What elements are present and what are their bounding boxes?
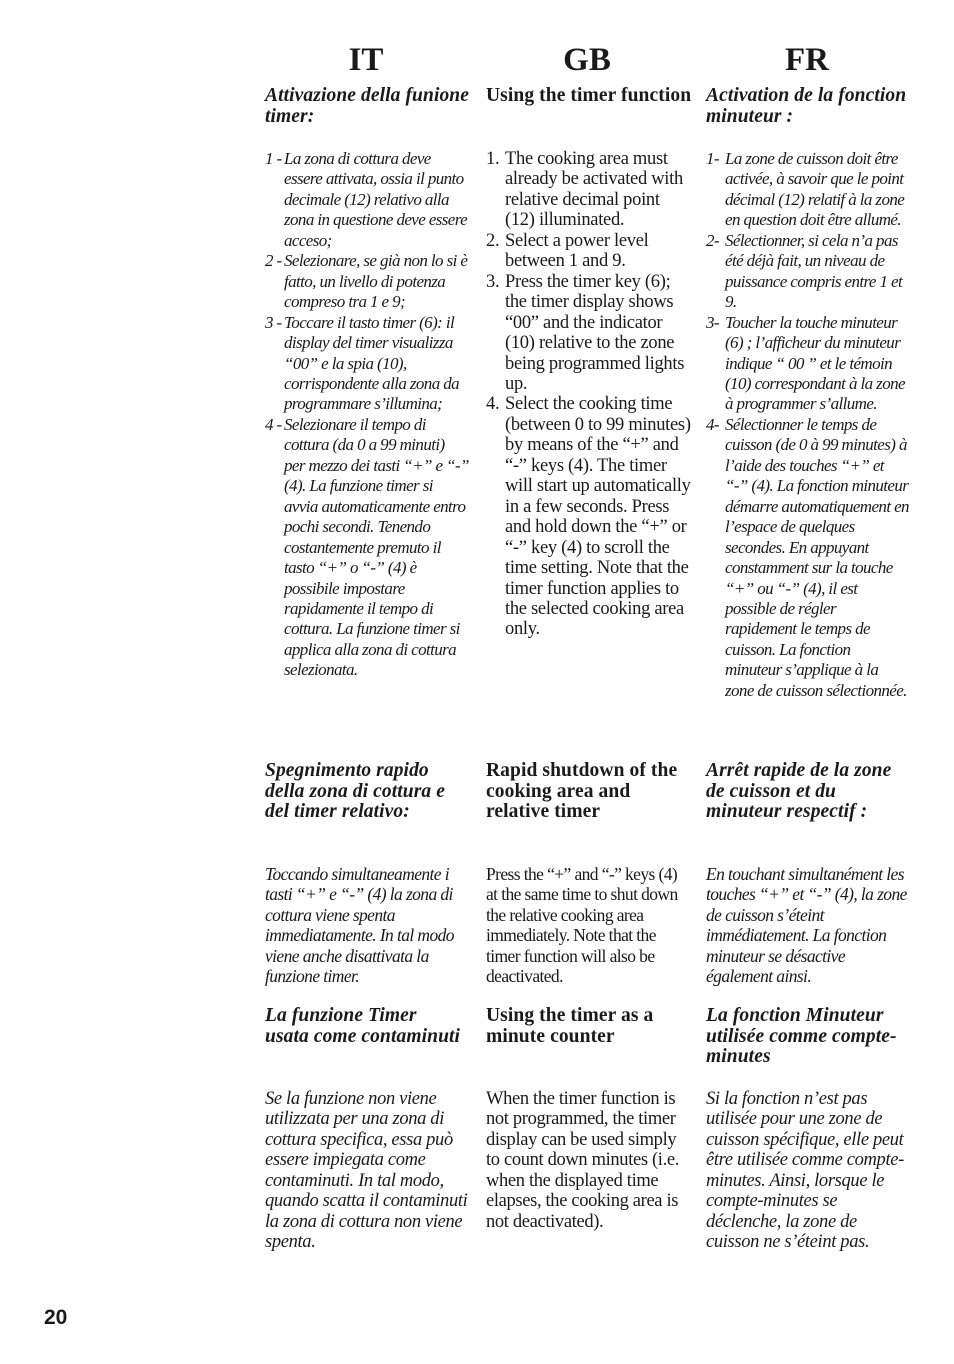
section-title-minute-counter-gb: Using the timer as a minute counter	[486, 1005, 654, 1047]
section-title-rapid-shutdown-gb: Rapid shutdown of the cooking area and relative timer	[486, 760, 678, 822]
section-title-timer-activation-fr: Activation de la fonction minuteur :	[706, 85, 907, 127]
step-text: Select the cooking time (between 0 to 99 minutes) by means of the “+” and “-” keys (4). The timer will start up automatically in a few seconds. Press and hold down the “+” or “-” key (4) to scroll the time setting. Note that the timer function applies to the selected cooking area only.	[505, 394, 691, 640]
step-item	[486, 231, 692, 272]
language-heading-gb: GB	[563, 42, 611, 78]
section-body-minute-counter-it: Se la funzione non viene utilizzata per una zona di cottura specifica, essa può essere impiegata come contaminuti. In tal modo, quando scatta il contaminuti la zona di cottura non viene spenta.	[265, 1089, 468, 1253]
step-number: 2 -	[265, 251, 282, 271]
step-number: 4 -	[265, 414, 282, 434]
section-title-minute-counter-fr: La fonction Minuteur utilisée comme compte-minutes	[706, 1005, 897, 1067]
step-text: Toccare il tasto timer (6): il display del timer visualizza “00” e la spia (10), corrispondente alla zona da programmare s’illumina;	[284, 312, 460, 414]
step-item	[706, 231, 910, 313]
step-item	[265, 149, 469, 251]
step-number: 3 -	[265, 312, 282, 332]
section-title-timer-activation-gb: Using the timer function	[486, 85, 692, 106]
step-text: The cooking area must already be activated with relative decimal point (12) illuminated.	[505, 149, 683, 231]
section-body-rapid-shutdown-gb: Press the “+” and “-” keys (4) at the same time to shut down the relative cooking area immediately. Note that the timer function will also be deactivated.	[486, 864, 678, 987]
column-italian	[265, 0, 470, 1300]
step-text: La zona di cottura deve essere attivata, ossia il punto decimale (12) relativo alla zona in questione deve essere acceso;	[284, 149, 468, 250]
section-title-minute-counter-it: La funzione Timer usata come contaminuti	[265, 1005, 461, 1047]
step-number: 3.	[486, 271, 500, 292]
section-title-rapid-shutdown-fr: Arrêt rapide de la zone de cuisson et du minuteur respectif :	[706, 760, 892, 822]
step-number: 4-	[706, 414, 719, 434]
column-french	[706, 0, 908, 1300]
step-item	[706, 149, 910, 231]
step-text: Selezionare il tempo di cottura (da 0 a 99 minuti) per mezzo dei tasti “+” e “-” (4). La funzione timer si avvia automaticamente entro pochi secondi. Tenendo costantemente premuto il tasto “+” o “-” (4) è possibile impostare rapidamente il tempo di cottura. La funzione timer si applica alla zona di cottura selezionata.	[284, 414, 469, 680]
step-text: Select a power level between 1 and 9.	[505, 230, 649, 272]
step-text: Press the timer key (6); the timer display shows “00” and the indicator (10) relative to the zone being programmed lights up.	[505, 271, 685, 394]
step-list-fr	[706, 149, 910, 701]
step-number: 1-	[706, 149, 719, 168]
step-number: 4.	[486, 394, 500, 415]
step-text: Sélectionner le temps de cuisson (de 0 à 99 minutes) à l’aide des touches “+” et “-” (4). La fonction minuteur démarre automatiquement en l’espace de quelques secondes. En appuyant constamment sur la touche “+” ou “-” (4), il est possible de régler rapidement le temps de cuisson. La fonction minuteur s’applique à la zone de cuisson sélectionnée.	[725, 414, 909, 700]
step-number: 2-	[706, 230, 719, 250]
step-item	[706, 313, 910, 415]
step-text: La zone de cuisson doit être activée, à savoir que le point décimal (12) relatif à la zone en question doit être allumé.	[725, 149, 905, 230]
step-item	[706, 415, 910, 701]
step-item	[486, 272, 692, 395]
section-body-minute-counter-gb: When the timer function is not programmed, the timer display can be used simply to count down minutes (i.e. when the displayed time elapses, the cooking area is not deactivated).	[486, 1089, 679, 1232]
step-number: 1 -	[265, 149, 282, 168]
step-number: 1.	[486, 149, 500, 169]
step-item	[486, 149, 692, 231]
step-list-gb	[486, 149, 692, 640]
page-number: 20	[44, 1306, 68, 1329]
section-title-rapid-shutdown-it: Spegnimento rapido della zona di cottura e del timer relativo:	[265, 760, 445, 822]
step-item	[265, 415, 469, 681]
step-text: Toucher la touche minuteur (6) ; l’afficheur du minuteur indique “ 00 ” et le témoin (10) correspondant à la zone à programmer s’allume.	[725, 312, 905, 414]
section-title-timer-activation-it: Attivazione della funione timer:	[265, 85, 470, 127]
step-number: 3-	[706, 312, 719, 332]
step-list-it	[265, 149, 469, 681]
section-body-rapid-shutdown-it: Toccando simultaneamente i tasti “+” e “-” (4) la zona di cottura viene spenta immediatamente. In tal modo viene anche disattivata la funzione timer.	[265, 864, 454, 987]
section-body-rapid-shutdown-fr: En touchant simultanément les touches “+” et “-” (4), la zone de cuisson s’éteint immédiatement. La fonction minuteur se désactive également ainsi.	[706, 864, 907, 987]
language-heading-fr: FR	[785, 42, 829, 78]
step-item	[265, 251, 469, 312]
step-number: 2.	[486, 230, 500, 251]
step-item	[265, 313, 469, 415]
step-text: Selezionare, se già non lo si è fatto, un livello di potenza compreso tra 1 e 9;	[284, 251, 468, 312]
column-english	[486, 0, 692, 1300]
step-text: Sélectionner, si cela n’a pas été déjà fait, un niveau de puissance compris entre 1 et 9.	[725, 230, 903, 312]
language-heading-it: IT	[348, 42, 384, 78]
section-body-minute-counter-fr: Si la fonction n’est pas utilisée pour une zone de cuisson spécifique, elle peut être utilisée comme compte-minutes. Ainsi, lorsque le compte-minutes se déclenche, la zone de cuisson ne s’éteint pas.	[706, 1089, 904, 1253]
step-item	[486, 394, 692, 639]
